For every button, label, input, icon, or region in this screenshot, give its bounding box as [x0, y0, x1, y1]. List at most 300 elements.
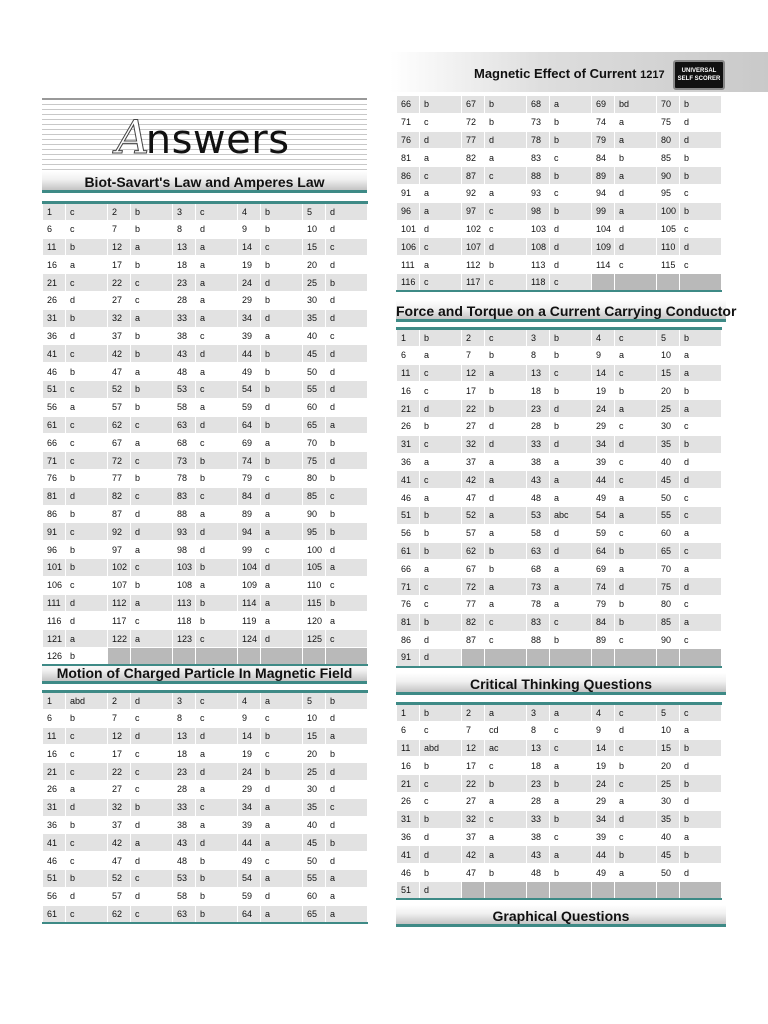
question-number: 1	[43, 692, 66, 710]
answer-option: b	[261, 220, 303, 238]
answer-option: c	[131, 745, 173, 763]
question-number: 45	[303, 834, 326, 852]
answer-option: b	[485, 96, 527, 114]
answers-title	[116, 110, 290, 164]
question-number: 27	[108, 291, 131, 309]
answer-option: c	[420, 471, 462, 489]
question-number: 49	[592, 864, 615, 882]
answer-option: c	[196, 692, 238, 710]
question-number: 33	[173, 798, 196, 816]
section-heading-critical: Critical Thinking Questions	[396, 673, 726, 695]
answer-option: a	[680, 613, 722, 631]
answer-option: a	[680, 828, 722, 846]
answer-option: d	[420, 220, 462, 238]
question-number: 115	[657, 256, 680, 274]
answer-option: a	[196, 291, 238, 309]
answer-option: c	[680, 542, 722, 560]
question-number: 6	[397, 721, 420, 739]
question-number: 67	[462, 560, 485, 578]
answer-option: d	[131, 692, 173, 710]
question-number: 24	[592, 775, 615, 793]
answer-option: d	[420, 400, 462, 418]
answer-option: c	[66, 220, 108, 238]
question-number: 38	[173, 327, 196, 345]
table-row	[43, 380, 368, 398]
question-number: 3	[527, 704, 550, 722]
answer-option: d	[196, 541, 238, 559]
question-number: 80	[657, 595, 680, 613]
question-number: 88	[173, 505, 196, 523]
answer-option: d	[615, 810, 657, 828]
answer-option: c	[420, 167, 462, 185]
table-row	[397, 864, 722, 882]
question-number: 44	[238, 345, 261, 363]
question-number: 96	[43, 541, 66, 559]
answer-option: c	[261, 238, 303, 256]
answer-option: b	[485, 400, 527, 418]
question-number: 97	[462, 202, 485, 220]
question-number: 32	[462, 810, 485, 828]
table-row	[397, 273, 722, 291]
answer-option: d	[196, 345, 238, 363]
question-number: 56	[397, 524, 420, 542]
question-number: 16	[397, 757, 420, 775]
question-number: 106	[397, 238, 420, 256]
question-number: 9	[238, 709, 261, 727]
answer-option: d	[131, 816, 173, 834]
answer-option: a	[615, 113, 657, 131]
question-number: 111	[43, 594, 66, 612]
answer-option: a	[550, 846, 592, 864]
answer-option: b	[680, 149, 722, 167]
question-number: 30	[657, 417, 680, 435]
answer-option: a	[615, 400, 657, 418]
question-number: 80	[657, 131, 680, 149]
question-number: 73	[173, 452, 196, 470]
empty-cell	[303, 647, 326, 665]
question-number: 80	[303, 469, 326, 487]
question-number: 63	[173, 905, 196, 923]
answer-option: b	[550, 167, 592, 185]
answer-option: a	[420, 149, 462, 167]
answer-option: b	[261, 416, 303, 434]
question-number: 20	[657, 382, 680, 400]
answer-option: d	[66, 594, 108, 612]
question-number: 103	[527, 220, 550, 238]
answer-option: d	[326, 780, 368, 798]
table-row	[43, 594, 368, 612]
question-number: 22	[108, 763, 131, 781]
answer-option: b	[420, 757, 462, 775]
question-number: 19	[592, 757, 615, 775]
question-number: 95	[657, 184, 680, 202]
question-number: 76	[397, 131, 420, 149]
question-number: 42	[462, 846, 485, 864]
answer-option: b	[66, 709, 108, 727]
table-row	[43, 203, 368, 221]
table-row	[43, 576, 368, 594]
question-number: 48	[527, 489, 550, 507]
table-row	[43, 780, 368, 798]
question-number: 29	[592, 417, 615, 435]
question-number: 70	[657, 560, 680, 578]
question-number: 61	[43, 416, 66, 434]
question-number: 23	[173, 274, 196, 292]
question-number: 85	[303, 487, 326, 505]
question-number: 25	[303, 763, 326, 781]
answer-option: b	[131, 798, 173, 816]
answer-option: c	[66, 345, 108, 363]
question-number: 12	[462, 364, 485, 382]
question-number: 2	[462, 704, 485, 722]
question-number: 62	[108, 905, 131, 923]
answer-option: d	[420, 881, 462, 899]
answer-option: b	[485, 542, 527, 560]
empty-cell	[657, 649, 680, 667]
empty-cell	[485, 881, 527, 899]
question-number: 65	[303, 905, 326, 923]
table-row	[43, 869, 368, 887]
question-number: 62	[108, 416, 131, 434]
question-number: 55	[303, 869, 326, 887]
question-number: 61	[43, 905, 66, 923]
question-number: 94	[592, 184, 615, 202]
answer-option: d	[261, 487, 303, 505]
answer-option: d	[326, 763, 368, 781]
question-number: 26	[397, 792, 420, 810]
question-number: 32	[108, 309, 131, 327]
question-number: 17	[108, 256, 131, 274]
question-number: 77	[108, 469, 131, 487]
question-number: 87	[108, 505, 131, 523]
answer-option: a	[550, 792, 592, 810]
answer-option: c	[680, 417, 722, 435]
answer-option: c	[66, 434, 108, 452]
table-row	[397, 96, 722, 114]
answer-option: b	[420, 96, 462, 114]
question-number: 78	[173, 469, 196, 487]
answer-option: b	[550, 631, 592, 649]
answer-option: d	[485, 417, 527, 435]
question-number: 29	[238, 780, 261, 798]
answer-option: b	[485, 560, 527, 578]
question-number: 95	[303, 523, 326, 541]
question-number: 113	[527, 256, 550, 274]
answer-option: c	[196, 327, 238, 345]
answer-option: c	[66, 523, 108, 541]
question-number: 25	[657, 400, 680, 418]
question-number: 86	[397, 167, 420, 185]
answer-option: b	[326, 523, 368, 541]
answer-option: b	[615, 595, 657, 613]
question-number: 11	[397, 364, 420, 382]
answer-option: a	[485, 792, 527, 810]
empty-cell	[680, 649, 722, 667]
question-number: 87	[462, 167, 485, 185]
question-number: 36	[397, 453, 420, 471]
question-number: 33	[527, 435, 550, 453]
section-heading-biot: Biot-Savart's Law and Amperes Law	[42, 171, 367, 193]
answer-option: a	[196, 505, 238, 523]
question-number: 17	[108, 745, 131, 763]
question-number: 79	[592, 131, 615, 149]
answer-option: d	[326, 291, 368, 309]
answer-option: c	[131, 558, 173, 576]
question-number: 8	[527, 721, 550, 739]
answer-option: d	[326, 256, 368, 274]
answer-option: c	[420, 595, 462, 613]
answer-option: a	[550, 757, 592, 775]
question-number: 82	[108, 487, 131, 505]
question-number: 24	[238, 274, 261, 292]
table-row	[397, 471, 722, 489]
answer-option: d	[550, 435, 592, 453]
question-number: 81	[397, 149, 420, 167]
table-row	[43, 630, 368, 648]
question-number: 3	[173, 692, 196, 710]
question-number: 68	[173, 434, 196, 452]
answer-option: b	[680, 846, 722, 864]
answer-option: a	[196, 309, 238, 327]
answer-option: c	[420, 382, 462, 400]
answer-option: c	[615, 775, 657, 793]
table-row	[397, 149, 722, 167]
question-number: 124	[238, 630, 261, 648]
publisher-logo	[673, 60, 725, 90]
answer-option: d	[680, 113, 722, 131]
question-number: 22	[108, 274, 131, 292]
answer-option: c	[615, 631, 657, 649]
question-number: 57	[108, 887, 131, 905]
question-number: 15	[657, 364, 680, 382]
answer-option: c	[66, 380, 108, 398]
question-number: 89	[238, 505, 261, 523]
answer-option: d	[326, 220, 368, 238]
question-number: 4	[238, 692, 261, 710]
answer-option: abc	[550, 506, 592, 524]
answer-option: c	[420, 775, 462, 793]
answer-option: c	[680, 506, 722, 524]
answer-option: a	[615, 792, 657, 810]
question-number: 88	[527, 167, 550, 185]
answer-option: b	[131, 576, 173, 594]
question-number: 104	[592, 220, 615, 238]
question-number: 34	[592, 435, 615, 453]
question-number: 16	[397, 382, 420, 400]
question-number: 112	[108, 594, 131, 612]
question-number: 8	[527, 346, 550, 364]
answer-option: c	[615, 329, 657, 347]
question-number: 56	[43, 887, 66, 905]
question-number: 20	[303, 745, 326, 763]
answer-option: c	[261, 541, 303, 559]
answer-option: c	[550, 149, 592, 167]
answer-option: b	[261, 380, 303, 398]
answer-option: a	[615, 131, 657, 149]
answer-option: d	[680, 131, 722, 149]
answer-option: b	[196, 558, 238, 576]
question-number: 102	[108, 558, 131, 576]
question-number: 2	[108, 692, 131, 710]
question-number: 45	[303, 345, 326, 363]
question-number: 42	[462, 471, 485, 489]
question-number: 50	[657, 864, 680, 882]
answer-option: b	[66, 647, 108, 665]
question-number: 59	[238, 887, 261, 905]
answer-option: c	[326, 238, 368, 256]
answer-option: a	[550, 96, 592, 114]
question-number: 1	[43, 203, 66, 221]
question-number: 71	[43, 452, 66, 470]
answer-option: c	[550, 721, 592, 739]
answer-option: c	[196, 798, 238, 816]
question-number: 65	[303, 416, 326, 434]
empty-cell	[485, 649, 527, 667]
question-number: 6	[397, 346, 420, 364]
question-number: 83	[527, 149, 550, 167]
answer-option: b	[196, 869, 238, 887]
question-number: 21	[397, 400, 420, 418]
question-number: 70	[657, 96, 680, 114]
answer-option: c	[196, 709, 238, 727]
answer-table-motion-continued	[396, 95, 722, 292]
table-row	[43, 523, 368, 541]
question-number: 105	[303, 558, 326, 576]
empty-cell	[680, 881, 722, 899]
answer-option: b	[680, 202, 722, 220]
answer-option: b	[196, 469, 238, 487]
answer-option: a	[66, 780, 108, 798]
answer-option: b	[550, 775, 592, 793]
question-number: 27	[462, 417, 485, 435]
answer-option: b	[261, 203, 303, 221]
answer-option: b	[615, 757, 657, 775]
answer-option: b	[261, 727, 303, 745]
question-number: 28	[173, 291, 196, 309]
table-row	[43, 274, 368, 292]
question-number: 72	[108, 452, 131, 470]
question-number: 99	[238, 541, 261, 559]
answer-option: c	[131, 905, 173, 923]
table-row	[43, 256, 368, 274]
answer-option: b	[550, 329, 592, 347]
table-row	[43, 852, 368, 870]
answer-option: a	[326, 869, 368, 887]
table-row	[397, 613, 722, 631]
question-number: 75	[303, 452, 326, 470]
answer-option: b	[261, 256, 303, 274]
question-number: 114	[238, 594, 261, 612]
question-number: 44	[592, 471, 615, 489]
answer-option: c	[66, 763, 108, 781]
question-number: 69	[592, 560, 615, 578]
answer-option: a	[420, 184, 462, 202]
answer-option: b	[615, 382, 657, 400]
question-number: 116	[43, 612, 66, 630]
question-number: 81	[43, 487, 66, 505]
answer-option: c	[66, 416, 108, 434]
question-number: 15	[303, 238, 326, 256]
answer-option: d	[485, 238, 527, 256]
answer-option: c	[66, 452, 108, 470]
answer-option: b	[66, 505, 108, 523]
question-number: 8	[173, 220, 196, 238]
question-number: 44	[592, 846, 615, 864]
table-row	[43, 363, 368, 381]
answer-option: a	[261, 834, 303, 852]
question-number: 27	[108, 780, 131, 798]
question-number: 32	[108, 798, 131, 816]
question-number: 26	[397, 417, 420, 435]
answer-option: c	[66, 576, 108, 594]
question-number: 58	[173, 887, 196, 905]
question-number: 83	[527, 613, 550, 631]
answer-option: c	[131, 291, 173, 309]
answer-option: b	[196, 887, 238, 905]
question-number: 116	[397, 273, 420, 291]
table-row	[397, 131, 722, 149]
answer-option: a	[261, 434, 303, 452]
question-number: 86	[397, 631, 420, 649]
answer-option: c	[66, 834, 108, 852]
answer-option: b	[420, 417, 462, 435]
answer-option: b	[66, 469, 108, 487]
question-number: 50	[657, 489, 680, 507]
answer-option: a	[131, 309, 173, 327]
question-number: 29	[592, 792, 615, 810]
question-number: 4	[238, 203, 261, 221]
question-number: 60	[303, 398, 326, 416]
question-number: 101	[397, 220, 420, 238]
question-number: 41	[43, 345, 66, 363]
question-number: 97	[108, 541, 131, 559]
empty-cell	[261, 647, 303, 665]
answer-option: b	[420, 506, 462, 524]
answer-option: a	[485, 704, 527, 722]
answer-option: a	[680, 346, 722, 364]
answer-option: a	[680, 560, 722, 578]
answer-option: b	[326, 834, 368, 852]
question-number: 60	[657, 524, 680, 542]
answer-option: c	[550, 184, 592, 202]
question-number: 45	[657, 471, 680, 489]
table-row	[43, 327, 368, 345]
answer-option: c	[615, 417, 657, 435]
question-number: 84	[238, 487, 261, 505]
answer-option: d	[550, 220, 592, 238]
answer-option: b	[326, 505, 368, 523]
answer-option: c	[550, 739, 592, 757]
answer-option: a	[131, 541, 173, 559]
question-number: 39	[238, 816, 261, 834]
answers-title-initial: A	[116, 110, 150, 164]
question-number: 47	[462, 489, 485, 507]
question-number: 26	[43, 291, 66, 309]
table-row	[397, 792, 722, 810]
question-number: 47	[108, 852, 131, 870]
answer-option: d	[66, 887, 108, 905]
question-number: 22	[462, 775, 485, 793]
question-number: 103	[173, 558, 196, 576]
table-row	[397, 184, 722, 202]
answer-option: c	[550, 613, 592, 631]
answer-option: b	[261, 763, 303, 781]
answer-option: d	[326, 709, 368, 727]
question-number: 47	[462, 864, 485, 882]
question-number: 92	[462, 184, 485, 202]
answer-option: b	[550, 131, 592, 149]
question-number: 64	[238, 416, 261, 434]
